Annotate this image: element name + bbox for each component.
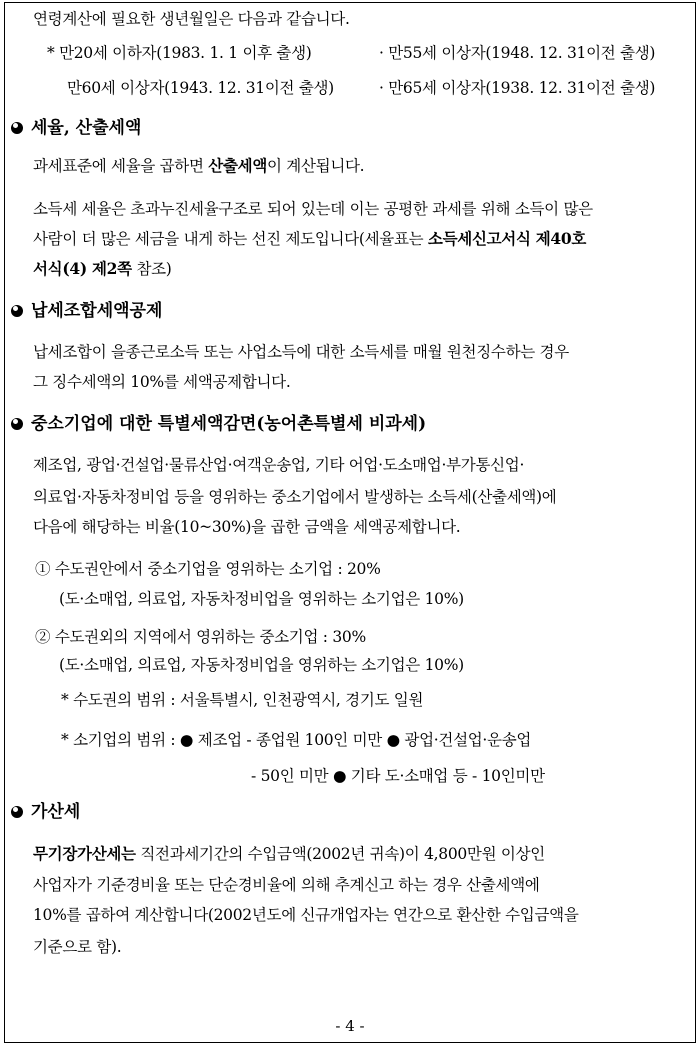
bold-term: 서식(4) 제2쪽 bbox=[33, 259, 132, 278]
text-span: 이 계산됩니다. bbox=[267, 157, 365, 175]
section-bullet-icon bbox=[11, 122, 23, 134]
paragraph-line bbox=[33, 156, 364, 176]
section-heading-tax-rate bbox=[11, 117, 141, 139]
section-heading-sme bbox=[11, 413, 426, 435]
paragraph-line bbox=[33, 259, 172, 279]
note-line: * 소기업의 범위 : ● 제조업 - 종업원 100인 미만 ● 광업·건설업·운송업 bbox=[61, 731, 532, 749]
paragraph-line: 납세조합이 을종근로소득 또는 사업소득에 대한 소득세를 매월 원천징수하는 경우 bbox=[33, 343, 569, 361]
heading-text: 세율, 산출세액 bbox=[31, 118, 142, 138]
bold-term: 무기장가산세는 bbox=[33, 844, 136, 863]
section-bullet-icon bbox=[11, 305, 23, 317]
paragraph-line: 다음에 해당하는 비율(10~30%)을 곱한 금액을 세액공제합니다. bbox=[33, 518, 461, 536]
section-bullet-icon bbox=[11, 418, 23, 430]
age-line: 만60세 이상자(1943. 12. 31이전 출생) bbox=[67, 79, 334, 97]
paragraph-line: 기준으로 함). bbox=[33, 938, 122, 956]
paragraph-line bbox=[33, 844, 545, 864]
paragraph-line: 사업자가 기준경비율 또는 단순경비율에 의해 추계신고 하는 경우 산출세액에 bbox=[33, 876, 540, 894]
paragraph-line bbox=[33, 229, 586, 249]
list-item-sub: (도·소매업, 의료업, 자동차정비업을 영위하는 소기업은 10%) bbox=[59, 656, 464, 674]
paragraph-line: 제조업, 광업·건설업·물류산업·여객운송업, 기타 어업·도소매업·부가통신업· bbox=[33, 456, 525, 474]
list-item-sub: (도·소매업, 의료업, 자동차정비업을 영위하는 소기업은 10%) bbox=[59, 590, 464, 608]
text-span: 직전과세기간의 수입금액(2002년 귀속)이 4,800만원 이상인 bbox=[135, 845, 545, 863]
list-item: ① 수도권안에서 중소기업을 영위하는 소기업 : 20% bbox=[35, 560, 381, 578]
section-heading-penalty bbox=[11, 801, 80, 823]
heading-text: 가산세 bbox=[31, 802, 81, 822]
document-page bbox=[4, 2, 696, 1043]
paragraph-line: 소득세 세율은 초과누진세율구조로 되어 있는데 이는 공평한 과세를 위해 소득이 많은 bbox=[33, 200, 593, 218]
text-span: 사람이 더 많은 세금을 내게 하는 선진 제도입니다(세율표는 bbox=[33, 230, 428, 248]
heading-text: 납세조합세액공제 bbox=[31, 301, 163, 321]
intro-text: 연령계산에 필요한 생년월일은 다음과 같습니다. bbox=[33, 10, 350, 28]
note-line: * 수도권의 범위 : 서울특별시, 인천광역시, 경기도 일원 bbox=[61, 691, 424, 709]
page-number: - 4 - bbox=[335, 1017, 365, 1035]
age-line: · 만65세 이상자(1938. 12. 31이전 출생) bbox=[379, 79, 656, 97]
paragraph-line: 10%를 곱하여 계산합니다(2002년도에 신규개업자는 연간으로 환산한 수입금액을 bbox=[33, 906, 579, 924]
heading-text: 중소기업에 대한 특별세액감면(농어촌특별세 비과세) bbox=[31, 414, 427, 434]
section-bullet-icon bbox=[11, 806, 23, 818]
note-line: - 50인 미만 ● 기타 도·소매업 등 - 10인미만 bbox=[251, 767, 545, 785]
list-item: ② 수도권외의 지역에서 영위하는 중소기업 : 30% bbox=[35, 628, 366, 646]
bold-term: 소득세신고서식 제40호 bbox=[427, 229, 587, 248]
bold-term: 산출세액 bbox=[208, 156, 267, 175]
text-span: 참조) bbox=[131, 260, 172, 278]
age-line: * 만20세 이하자(1983. 1. 1 이후 출생) bbox=[47, 44, 312, 62]
section-heading-union bbox=[11, 300, 162, 322]
paragraph-line: 그 징수세액의 10%를 세액공제합니다. bbox=[33, 373, 291, 391]
text-span: 과세표준에 세율을 곱하면 bbox=[33, 157, 209, 175]
paragraph-line: 의료업·자동차정비업 등을 영위하는 중소기업에서 발생하는 소득세(산출세액)에 bbox=[33, 488, 557, 506]
age-line: · 만55세 이상자(1948. 12. 31이전 출생) bbox=[379, 44, 656, 62]
